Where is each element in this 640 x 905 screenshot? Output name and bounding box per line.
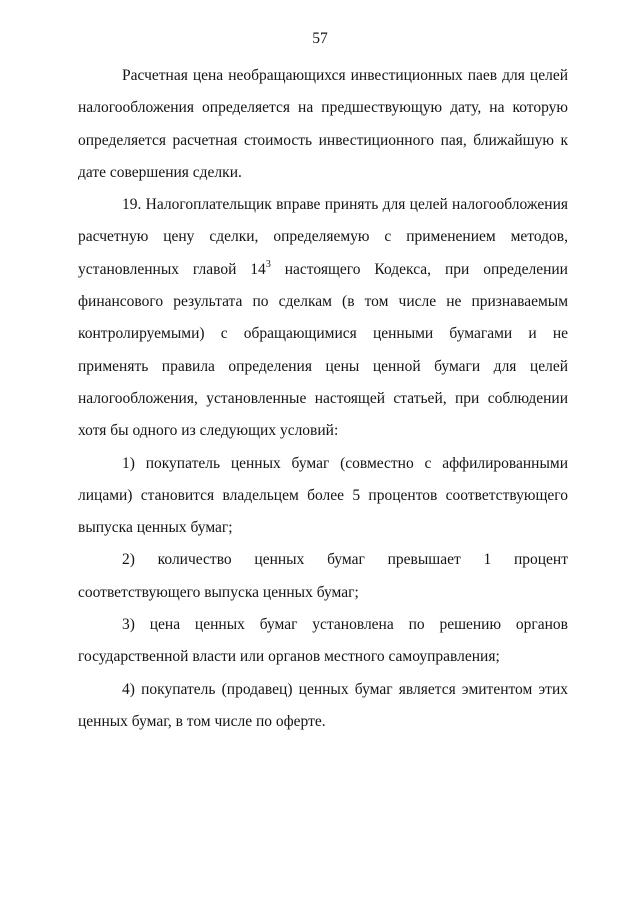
condition-item-4: 4) покупатель (продавец) ценных бумаг является эмитентом этих ценных бумаг, в том числе по оферте.: [78, 680, 568, 730]
paragraph-19-text-end: настоящего Кодекса, при определении финансового результата по сделкам (в том числе не признаваемым контролируемыми) с обращающимися ценными бумагами и не применять правила определения цены ценной бумаги для целей налогообложения, установленные настоящей статьей, при соблюдении хотя бы одного из следующих условий:: [78, 260, 568, 440]
paragraph-19-text-start: 19. Налогоплательщик вправе принять для целей налогообложения расчетную цену сделки, определяемую с применением методов, установленных главой 14: [78, 196, 568, 278]
condition-item-1: 1) покупатель ценных бумаг (совместно с аффилированными лицами) становится владельцем более 5 процентов соответствующего выпуска ценных бумаг;: [78, 454, 568, 537]
condition-item-3: 3) цена ценных бумаг установлена по решению органов государственной власти или органов местного самоуправления;: [78, 616, 568, 666]
chapter-superscript: 3: [265, 258, 271, 270]
condition-item-2: 2) количество ценных бумаг превышает 1 процент соответствующего выпуска ценных бумаг;: [78, 551, 568, 601]
page-number: 57: [312, 30, 328, 47]
paragraph-settlement-price: Расчетная цена необращающихся инвестиционных паев для целей налогообложения определяется на предшествующую дату, на которую определяется расчетная стоимость инвестиционного пая, ближайшую к дате совершения сделки.: [78, 67, 568, 181]
document-body: [78, 60, 568, 738]
paragraph-19: [78, 189, 568, 447]
